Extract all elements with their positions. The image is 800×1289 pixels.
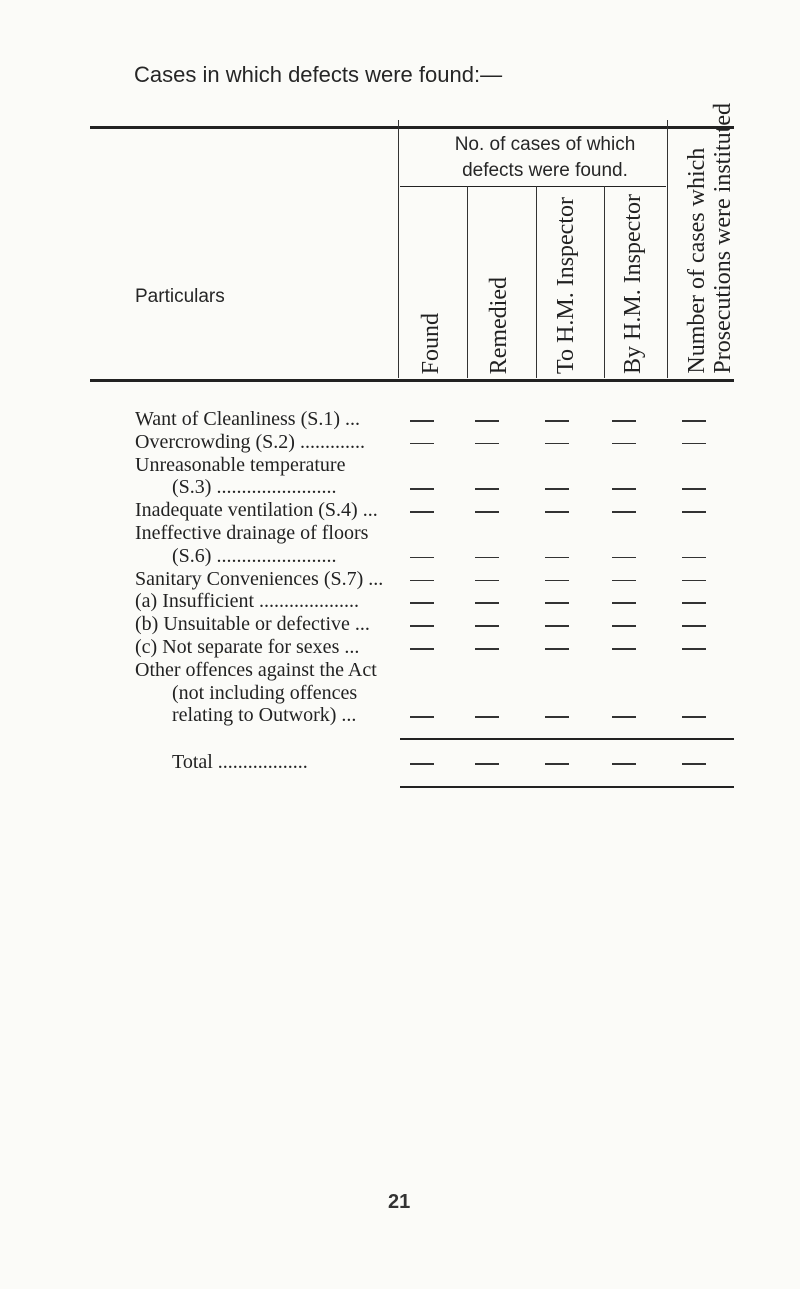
cell-dash (545, 488, 569, 490)
group-underline (400, 186, 666, 187)
cell-dash (475, 648, 499, 650)
cell-dash (612, 443, 636, 445)
cell-dash (682, 443, 706, 445)
cell-dash (682, 488, 706, 490)
cell-dash (475, 602, 499, 604)
row-label: relating to Outwork) ... (172, 704, 357, 727)
row-label: Unreasonable temperature (135, 453, 346, 476)
cell-dash (612, 580, 636, 582)
cell-dash (410, 488, 434, 490)
cell-dash (410, 420, 434, 422)
cell-dash (682, 511, 706, 513)
page-number: 21 (388, 1191, 411, 1213)
cell-dash (545, 648, 569, 650)
cell-dash (545, 443, 569, 445)
column-header-to-inspector: To H.M. Inspector (553, 197, 579, 374)
row-label: Sanitary Conveniences (S.7) ... (135, 567, 384, 590)
total-bottom-rule (400, 786, 734, 788)
column-rule (536, 186, 537, 378)
row-label: (c) Not separate for sexes ... (135, 636, 360, 658)
total-dash (410, 763, 434, 765)
cell-dash (612, 625, 636, 627)
cell-dash (612, 716, 636, 718)
column-rule (467, 186, 468, 378)
column-header-by-inspector: By H.M. Inspector (620, 194, 646, 374)
column-rule (604, 186, 605, 378)
total-label: Total .................. (172, 751, 308, 773)
cell-dash (545, 716, 569, 718)
group-header (405, 132, 685, 184)
cell-dash (682, 648, 706, 650)
cell-dash (475, 557, 499, 559)
prosecutions-header-line: Prosecutions were instituted (710, 103, 736, 374)
row-label: Want of Cleanliness (S.1) ... (135, 408, 361, 430)
page-heading: Cases in which defects were found:— (134, 62, 503, 87)
prosecutions-header-line: Number of cases which (684, 148, 710, 374)
cell-dash (475, 625, 499, 627)
cell-dash (475, 488, 499, 490)
cell-dash (475, 580, 499, 582)
cell-dash (410, 443, 434, 445)
cell-dash (475, 443, 499, 445)
row-label: (not including offences (172, 681, 358, 704)
row-label: Other offences against the Act (135, 658, 377, 681)
table-top-rule (90, 126, 734, 129)
cell-dash (545, 511, 569, 513)
cell-dash (612, 557, 636, 559)
cell-dash (410, 511, 434, 513)
cell-dash (410, 602, 434, 604)
cell-dash (410, 580, 434, 582)
group-header-line: No. of cases of which (454, 134, 636, 155)
cell-dash (612, 511, 636, 513)
column-header-prosecutions (684, 103, 736, 374)
row-label: (a) Insufficient .................... (135, 590, 360, 613)
cell-dash (410, 716, 434, 718)
cell-dash (545, 625, 569, 627)
cell-dash (612, 488, 636, 490)
column-header-found: Found (418, 312, 444, 374)
row-label: (S.6) ........................ (172, 544, 337, 567)
cell-dash (545, 420, 569, 422)
cell-dash (612, 648, 636, 650)
total-dash (612, 763, 636, 765)
cell-dash (545, 602, 569, 604)
cell-dash (475, 716, 499, 718)
cell-dash (612, 420, 636, 422)
cell-dash (410, 557, 434, 559)
cell-dash (410, 648, 434, 650)
row-label: Ineffective drainage of floors (135, 522, 369, 544)
cell-dash (682, 580, 706, 582)
row-label: (S.3) ........................ (172, 476, 337, 499)
cell-dash (682, 716, 706, 718)
cell-dash (682, 420, 706, 422)
total-top-rule (400, 738, 734, 740)
column-header-remedied: Remedied (486, 276, 512, 374)
cell-dash (545, 580, 569, 582)
cell-dash (475, 420, 499, 422)
row-label: Overcrowding (S.2) ............. (135, 430, 365, 453)
total-dash (682, 763, 706, 765)
cell-dash (410, 625, 434, 627)
cell-dash (612, 602, 636, 604)
cell-dash (545, 557, 569, 559)
total-dash (475, 763, 499, 765)
cell-dash (682, 602, 706, 604)
row-label: (b) Unsuitable or defective ... (135, 613, 370, 636)
header-bottom-rule (90, 379, 734, 382)
cell-dash (682, 557, 706, 559)
row-label: Inadequate ventilation (S.4) ... (135, 499, 378, 522)
cell-dash (475, 511, 499, 513)
column-rule (398, 120, 399, 378)
cell-dash (682, 625, 706, 627)
group-header-line: defects were found. (462, 160, 628, 181)
particulars-header: Particulars (135, 286, 225, 307)
total-dash (545, 763, 569, 765)
